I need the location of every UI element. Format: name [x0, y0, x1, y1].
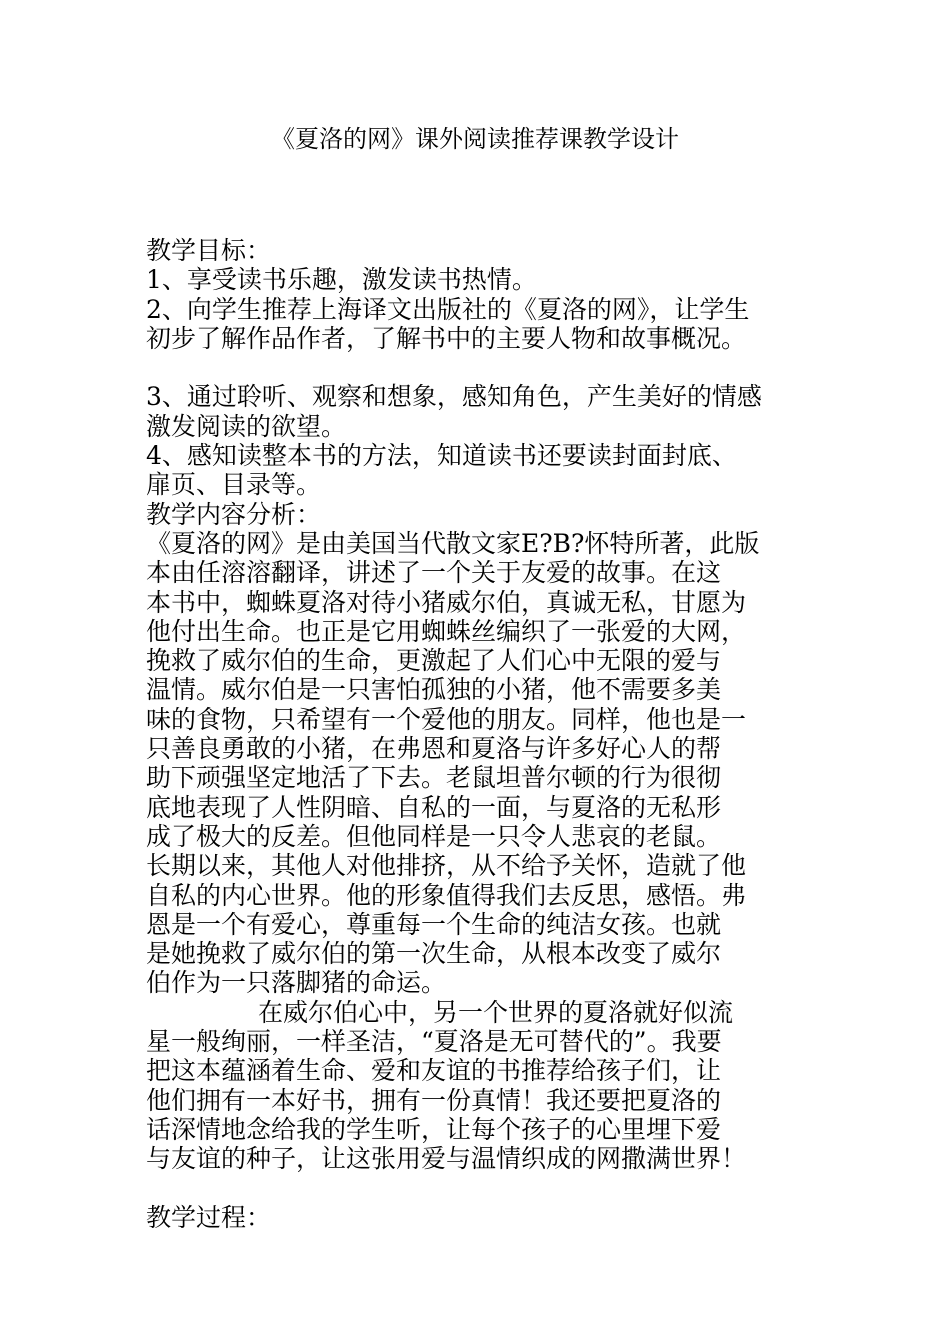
blank-line — [146, 353, 826, 382]
process-heading: 教学过程： — [146, 1202, 272, 1232]
paragraph-line: 话深情地念给我的学生听，让每个孩子的心里埋下爱 — [146, 1114, 722, 1144]
goal-line: 1、享受读书乐趣，激发读书热情。 — [146, 265, 537, 295]
analysis-line: 长期以来，其他人对他排挤，从不给予关怀，造就了他 — [146, 851, 747, 881]
paragraph-first-line: 在威尔伯心中，另一个世界的夏洛就好似流 — [258, 997, 734, 1027]
analysis-line: 只善良勇敢的小猪，在弗恩和夏洛与许多好心人的帮 — [146, 734, 722, 764]
document-body — [146, 236, 826, 1232]
goal-line: 4、感知读整本书的方法，知道读书还要读封面封底、 — [146, 441, 737, 471]
analysis-line: 《夏洛的网》是由美国当代散文家E?B?怀特所著，此版 — [146, 528, 760, 558]
goal-line: 3、通过聆听、观察和想象，感知角色，产生美好的情感 — [146, 382, 762, 412]
analysis-line: 味的食物，只希望有一个爱他的朋友。同样，他也是一 — [146, 704, 747, 734]
analysis-line: 是她挽救了威尔伯的第一次生命，从根本改变了威尔 — [146, 939, 722, 969]
paragraph-line: 与友谊的种子，让这张用爱与温情织成的网撒满世界！ — [146, 1144, 747, 1174]
analysis-line: 伯作为一只落脚猪的命运。 — [146, 968, 447, 998]
paragraph-line: 把这本蕴涵着生命、爱和友谊的书推荐给孩子们，让 — [146, 1056, 722, 1086]
goals-heading: 教学目标： — [146, 236, 272, 265]
paragraph-line: 星一般绚丽，一样圣洁，“夏洛是无可替代的”。我要 — [146, 1027, 722, 1057]
goal-line: 初步了解作品作者，了解书中的主要人物和故事概况。 — [146, 323, 747, 353]
analysis-line: 他付出生命。也正是它用蜘蛛丝编织了一张爱的大网， — [146, 616, 747, 646]
analysis-line: 自私的内心世界。他的形象值得我们去反思，感悟。弗 — [146, 880, 747, 910]
goal-line: 激发阅读的欲望。 — [146, 411, 347, 441]
analysis-line: 成了极大的反差。但他同样是一只令人悲哀的老鼠。 — [146, 821, 722, 851]
analysis-line: 助下顽强坚定地活了下去。老鼠坦普尔顿的行为很彻 — [146, 763, 722, 793]
document-title: 《夏洛的网》课外阅读推荐课教学设计 — [271, 125, 679, 153]
goal-line: 2、向学生推荐上海译文出版社的《夏洛的网》，让学生 — [146, 294, 750, 324]
analysis-heading: 教学内容分析： — [146, 499, 322, 529]
goal-line: 扉页、目录等。 — [146, 470, 322, 500]
analysis-line: 底地表现了人性阴暗、自私的一面，与夏洛的无私形 — [146, 792, 722, 822]
analysis-line: 本书中，蜘蛛夏洛对待小猪威尔伯，真诚无私，甘愿为 — [146, 587, 747, 617]
blank-line — [146, 1174, 826, 1203]
analysis-line: 挽救了威尔伯的生命，更激起了人们心中无限的爱与 — [146, 646, 722, 676]
analysis-line: 本由任溶溶翻译，讲述了一个关于友爱的故事。在这 — [146, 558, 722, 588]
analysis-line: 温情。威尔伯是一只害怕孤独的小猪，他不需要多美 — [146, 675, 722, 705]
analysis-line: 恩是一个有爱心，尊重每一个生命的纯洁女孩。也就 — [146, 909, 722, 939]
paragraph-line: 他们拥有一本好书，拥有一份真情！我还要把夏洛的 — [146, 1085, 722, 1115]
